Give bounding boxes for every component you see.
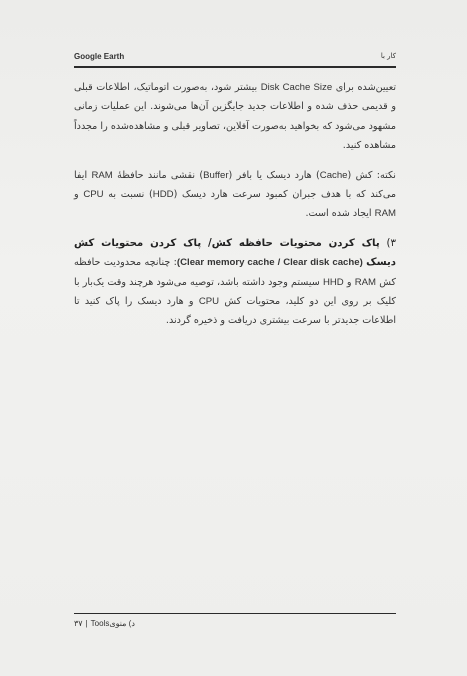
item-text-3: سیستم وجود داشته باشد، توصیه می‌شود هرچند وقت یک‌بار با کلیک بر روی این دو کلید، محتویات کش xyxy=(74,276,396,308)
footer-page-info xyxy=(74,619,135,628)
note-text-7: ایجاد شده است. xyxy=(305,208,372,220)
p1-text-1: تعیین‌شده برای xyxy=(335,82,396,93)
note-text-3: ) نقشی مانند حافظهٔ xyxy=(117,169,204,181)
item-heading-english: (Clear memory cache / Clear disk cache) xyxy=(176,257,363,269)
item-text-2: و xyxy=(346,276,352,288)
running-header xyxy=(74,50,396,66)
footer-separator: | xyxy=(85,619,88,628)
item-term-ram: RAM xyxy=(354,276,377,288)
paragraph-note xyxy=(74,166,396,224)
note-text-5: ) نسبت به xyxy=(108,189,153,201)
page-number: ۳۷ xyxy=(74,619,83,628)
item-heading: پاک کردن محتویات حافظه کش/ پاک کردن محتویات کش دیسک xyxy=(74,237,396,269)
note-term-ram: RAM xyxy=(91,169,113,181)
note-text-4: ایفا می‌کند که با هدف جبران کمبود سرعت هارد دیسک ( xyxy=(74,169,396,201)
list-item-clear-cache xyxy=(74,234,396,331)
note-term-buffer: Buffer xyxy=(203,169,229,181)
note-term-cpu: CPU xyxy=(83,189,104,201)
note-term-cache: Cache xyxy=(319,169,348,181)
item-term-cpu: CPU xyxy=(198,296,220,308)
footer-section: د) منوی xyxy=(109,619,135,628)
note-text-6: و xyxy=(74,189,79,201)
header-rule xyxy=(74,66,396,68)
p1-text-2: بیشتر شود، به‌صورت اتوماتیک، اطلاعات قبلی و قدیمی حذف شده و اطلاعات جدید جایگزین آن‌ها می‌شوند. این عملیات زمانی مشهود می‌شود که بخواهید به‌صورت آفلاین، تصاویر قبلی و مشاهده‌شده را مجدداً مشاهده کنید. xyxy=(74,82,396,152)
footer-menu-name: Tools xyxy=(90,619,110,628)
paragraph-cache-size xyxy=(74,78,396,156)
page-body xyxy=(74,78,396,341)
note-text-2: ) هارد دیسک یا بافر ( xyxy=(228,169,320,181)
header-book-title: Google Earth xyxy=(74,52,125,61)
note-text-1: نکته: کش ( xyxy=(347,169,396,181)
note-term-hdd: HDD xyxy=(152,189,174,201)
item-text-1: : چنانچه محدودیت حافظه کش xyxy=(74,257,396,288)
item-number: ۳) xyxy=(386,237,397,249)
header-chapter: کار با xyxy=(380,52,396,60)
note-term-ram-2: RAM xyxy=(374,208,396,220)
item-text-4: و هارد دیسک را پاک کنید تا اطلاعات جدیدتر با سرعت بیشتری دریافت و ذخیره گردند. xyxy=(74,296,396,327)
p1-term-disk-cache-size: Disk Cache Size xyxy=(260,82,333,93)
item-term-hhd: HHD xyxy=(322,276,344,288)
footer-rule xyxy=(74,613,396,614)
running-footer xyxy=(74,619,396,633)
